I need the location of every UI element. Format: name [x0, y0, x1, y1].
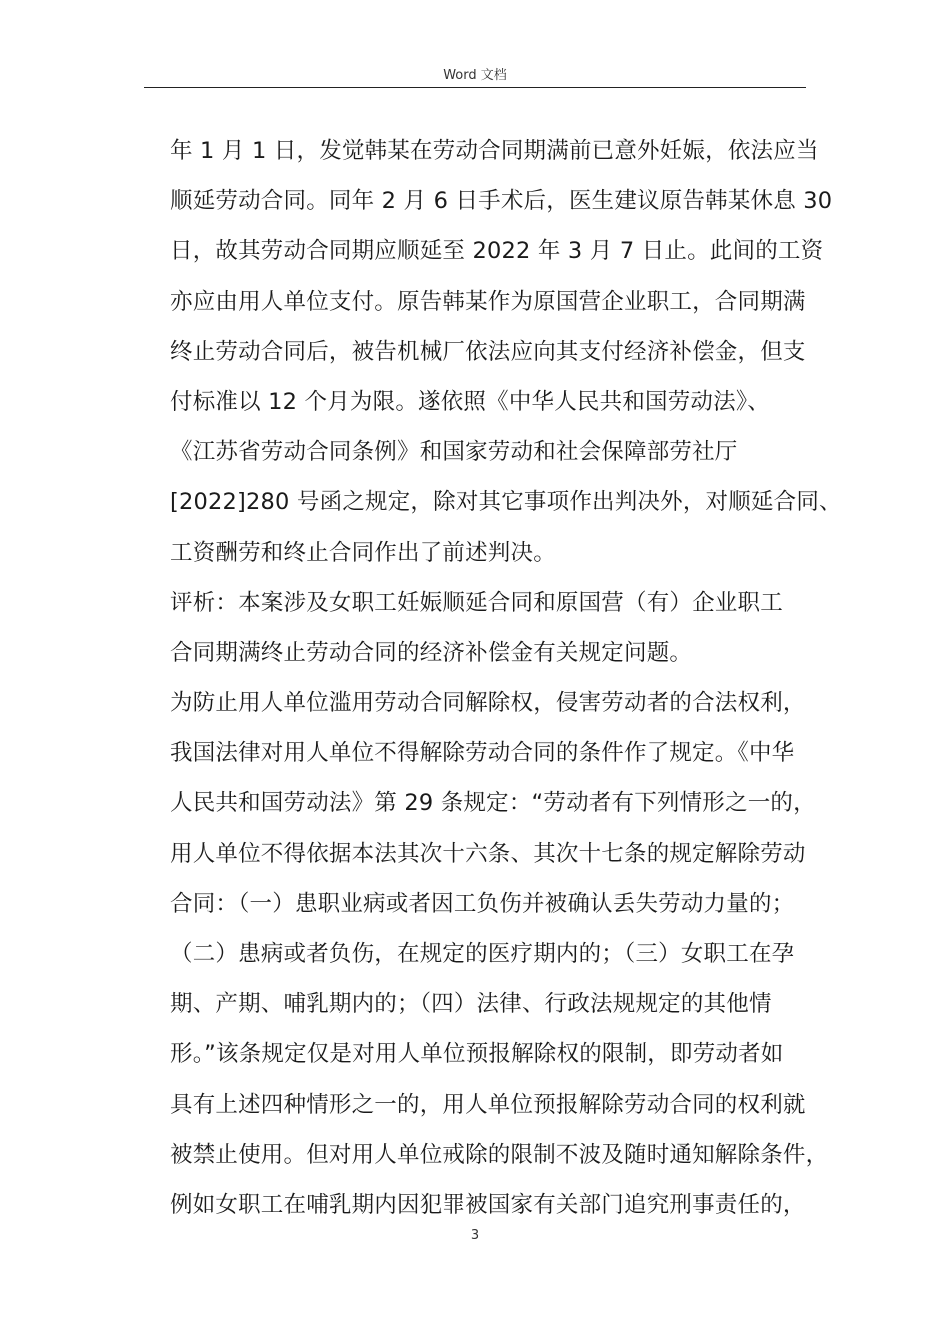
body-line: 期、产期、哺乳期内的；（四）法律、行政法规规定的其他情 [170, 991, 772, 1018]
document-body [170, 126, 842, 1230]
body-line: 合同期满终止劳动合同的经济补偿金有关规定问题。 [170, 639, 693, 666]
body-line: 评析：本案涉及女职工妊娠顺延合同和原国营（有）企业职工 [170, 589, 783, 616]
body-line: 终止劳动合同后，被告机械厂依法应向其支付经济补偿金，但支 [170, 338, 806, 365]
page-number: 3 [470, 1228, 480, 1243]
document-header-label: Word 文档 [443, 68, 507, 83]
body-line: 被禁止使用。但对用人单位戒除的限制不波及随时通知解除条件， [170, 1141, 829, 1168]
body-line: 日，故其劳动合同期应顺延至 2022 年 3 月 7 日止。此间的工资 [170, 238, 824, 265]
header-divider [144, 87, 806, 88]
body-line: 亦应由用人单位支付。原告韩某作为原国营企业职工，合同期满 [170, 288, 806, 315]
body-line: 具有上述四种情形之一的，用人单位预报解除劳动合同的权利就 [170, 1091, 806, 1118]
body-line: 合同：（一）患职业病或者因工负伤并被确认丢失劳动力量的； [170, 890, 795, 917]
body-line: 用人单位不得依据本法其次十六条、其次十七条的规定解除劳动 [170, 840, 806, 867]
body-line: 形。”该条规定仅是对用人单位预报解除权的限制，即劳动者如 [170, 1041, 784, 1068]
body-line: 为防止用人单位滥用劳动合同解除权，侵害劳动者的合法权利， [170, 690, 806, 717]
body-line: 年 1 月 1 日，发觉韩某在劳动合同期满前已意外妊娠，依法应当 [170, 138, 819, 164]
body-line: 我国法律对用人单位不得解除劳动合同的条件作了规定。《中华 [170, 740, 795, 767]
body-line: [2022]280 号函之规定，除对其它事项作出判决外，对顺延合同、 [170, 489, 842, 516]
body-line: 工资酬劳和终止合同作出了前述判决。 [170, 539, 556, 566]
body-line: 例如女职工在哺乳期内因犯罪被国家有关部门追究刑事责任的， [170, 1191, 806, 1218]
body-line: （二）患病或者负伤，在规定的医疗期内的；（三）女职工在孕 [170, 941, 795, 967]
body-line: 付标准以 12 个月为限。遂依照《中华人民共和国劳动法》、 [170, 388, 770, 415]
body-line: 人民共和国劳动法》第 29 条规定：“劳动者有下列情形之一的， [170, 790, 816, 817]
body-line: 《江苏省劳动合同条例》和国家劳动和社会保障部劳社厅 [170, 439, 738, 466]
body-line: 顺延劳动合同。同年 2 月 6 日手术后，医生建议原告韩某休息 30 [170, 188, 833, 215]
